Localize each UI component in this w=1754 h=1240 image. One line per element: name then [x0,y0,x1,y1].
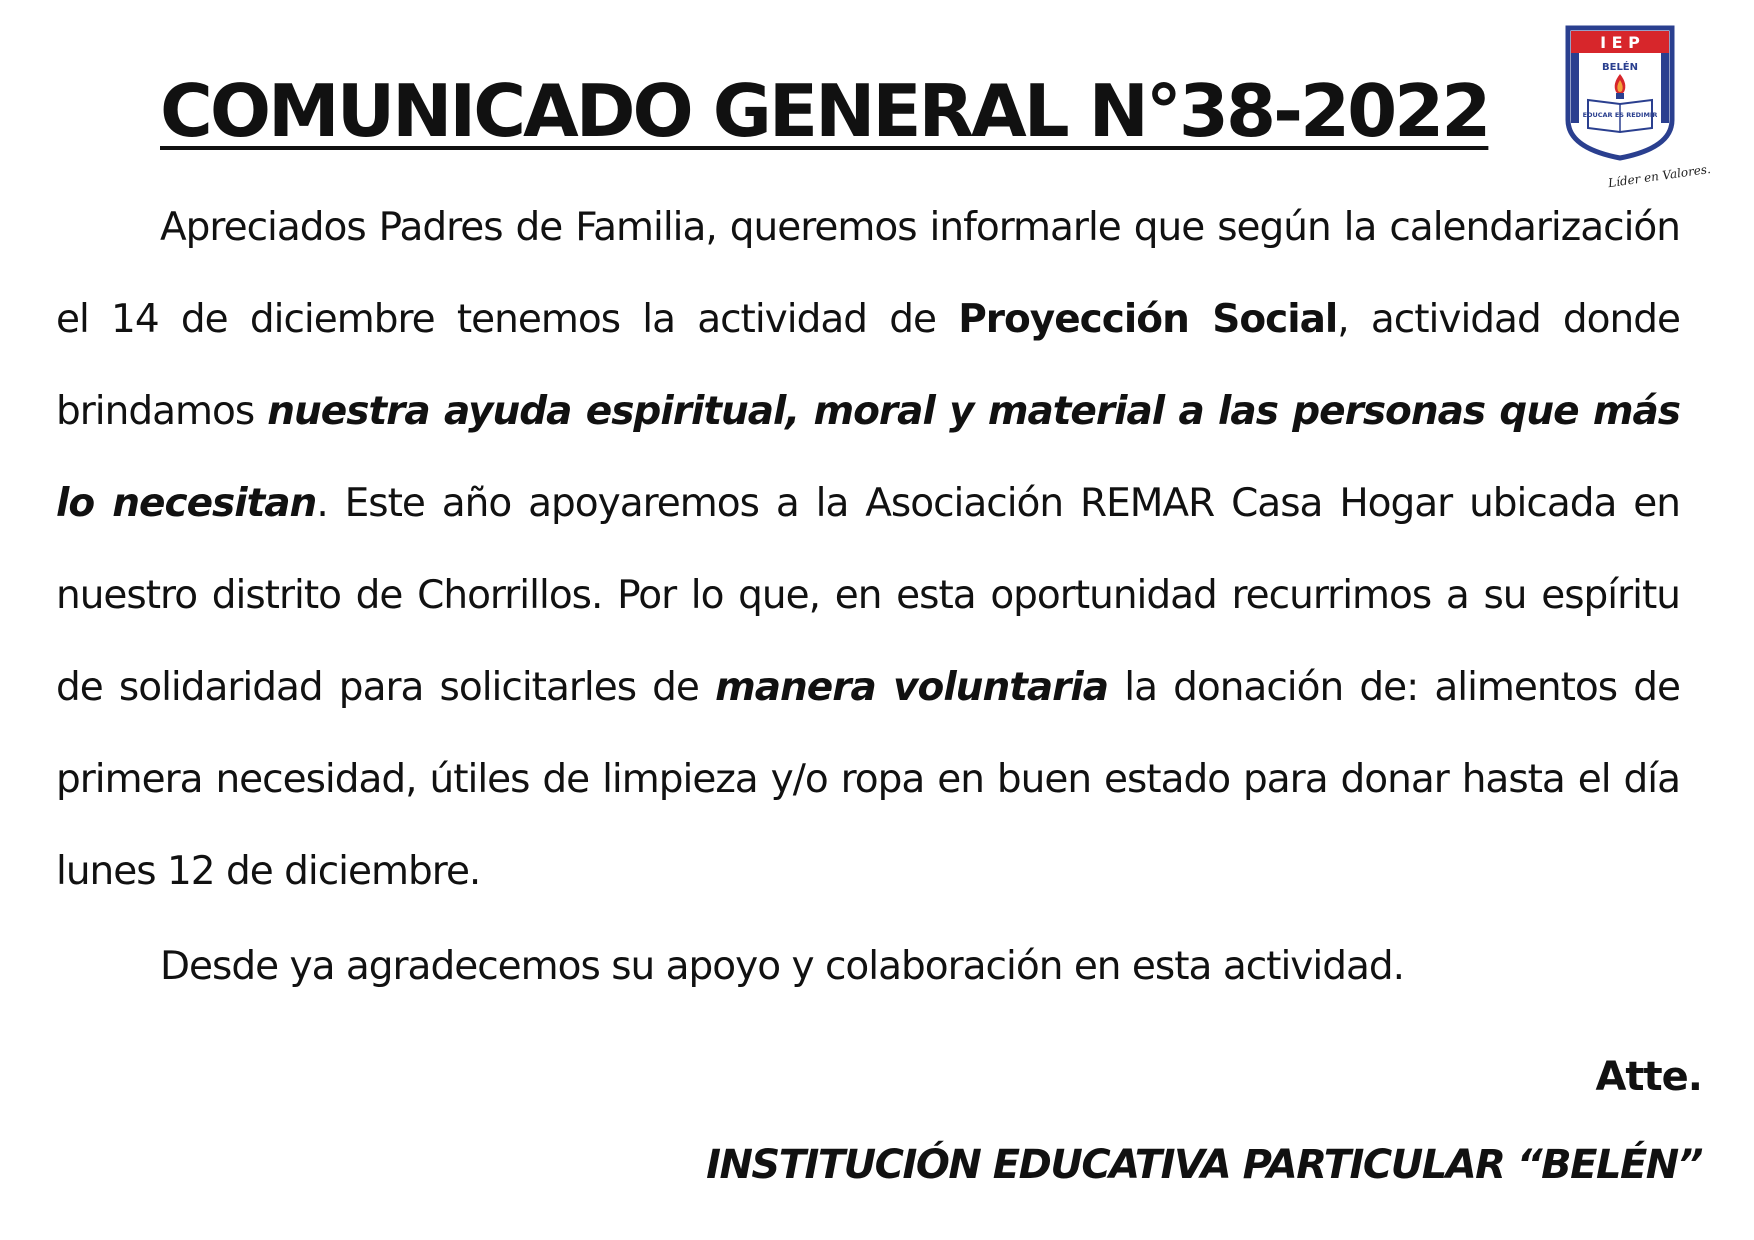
page-title: COMUNICADO GENERAL N°38-2022 [160,69,1489,153]
signature-institution: INSTITUCIÓN EDUCATIVA PARTICULAR “BELÉN” [706,1142,1702,1188]
announcement-body [56,182,1680,918]
body-text-part: la donación de: alimentos de primera necesidad, útiles de limpieza y/o ropa en buen estado para donar hasta el día lunes 12 de diciembre. [56,665,1680,894]
body-text-part: Apreciados Padres de Familia, queremos informarle que según la calendarización el 14 de diciembre tenemos la actividad de [56,205,1680,342]
logo-arc-text: BELÉN [1601,62,1639,73]
school-crest-logo [1560,20,1712,191]
svg-text:I E P: I E P [1600,33,1640,52]
body-text-part: , actividad donde brindamos [56,297,1681,434]
logo-book-text: EDUCAR ES REDIMIR [1582,111,1658,119]
highlight-proyeccion-social: Proyección Social [958,297,1338,342]
body-text-part: . Este año apoyaremos a la Asociación REMAR Casa Hogar ubicada en nuestro distrito de Chorrillos. Por lo que, en esta oportunidad recurrimos a su espíritu de solidaridad para solicitarles de [56,481,1680,710]
logo-top-text [1600,33,1640,52]
closing-paragraph: Desde ya agradecemos su apoyo y colaboración en esta actividad. [160,944,1405,989]
logo-motto: Líder en Valores. [1607,161,1712,191]
open-book-icon [1583,100,1658,132]
highlight-ayuda: nuestra ayuda espiritual, moral y material a las personas que más lo necesitan [56,389,1680,526]
signature-atte: Atte. [1595,1054,1702,1100]
highlight-manera-voluntaria: manera voluntaria [715,665,1109,710]
